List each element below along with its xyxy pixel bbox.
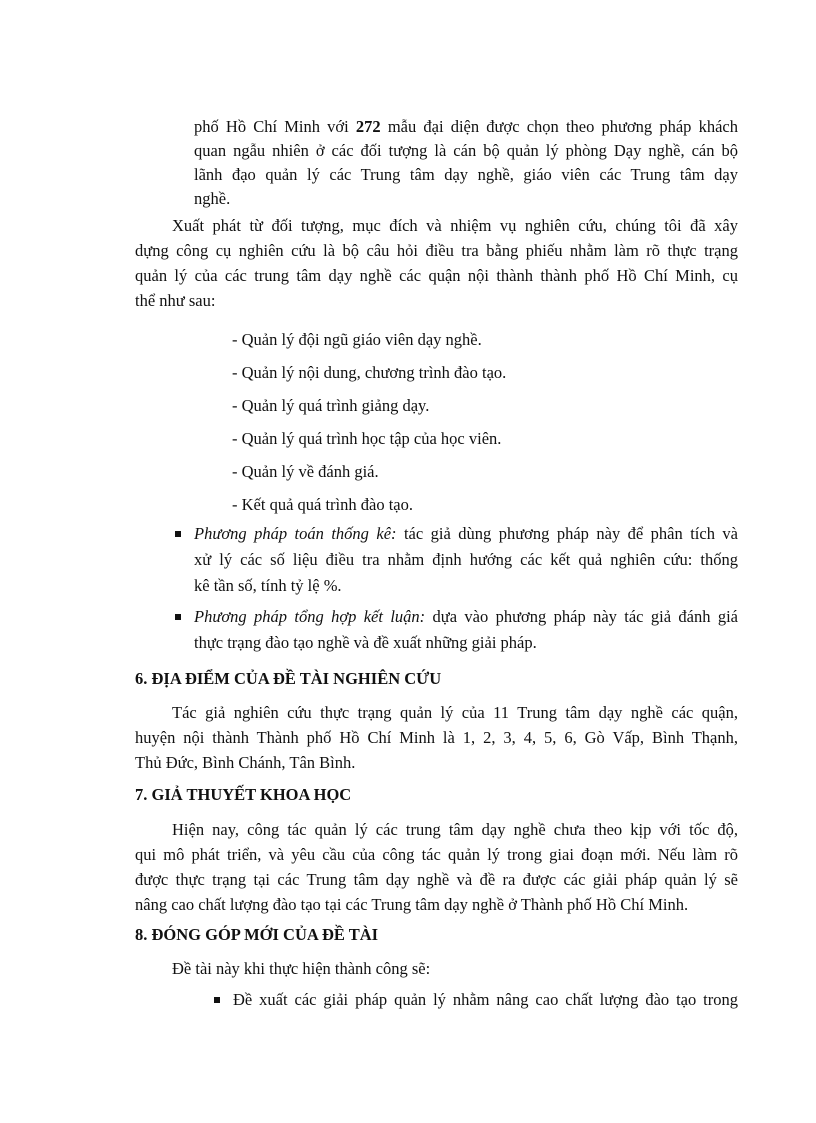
synthesis-label: Phương pháp tổng hợp kết luận: — [194, 607, 426, 626]
square-bullet-icon — [175, 531, 181, 537]
dash-item: - Kết quả quá trình đào tạo. — [232, 495, 413, 514]
sample-count: 272 — [355, 117, 381, 136]
section-8-intro: Đề tài này khi thực hiện thành công sẽ: — [172, 959, 431, 978]
dash-item: - Quản lý về đánh giá. — [232, 462, 379, 481]
intro-text: phố Hồ Chí Minh với — [194, 117, 356, 136]
section-7-line-4: nâng cao chất lượng đào tạo tại các Trung tâm dạy nghề ở Thành phố Hồ Chí Minh. — [135, 895, 689, 914]
square-bullet-icon — [214, 997, 220, 1003]
section-8-heading: 8. ĐÓNG GÓP MỚI CỦA ĐỀ TÀI — [135, 925, 379, 944]
square-bullet-icon — [175, 614, 181, 620]
section-7-heading: 7. GIẢ THUYẾT KHOA HỌC — [135, 785, 352, 804]
intro-line-2: quan ngẫu nhiên ở các đối tượng là cán bộ quản lý phòng Dạy nghề, cán bộ — [194, 141, 738, 160]
tools-line-3: quản lý của các trung tâm dạy nghề các quận nội thành thành phố Hồ Chí Minh, cụ — [135, 266, 738, 285]
synthesis-text: dựa vào phương pháp này tác giả đánh giá — [425, 607, 738, 626]
tools-line-1: Xuất phát từ đối tượng, mục đích và nhiệm vụ nghiên cứu, chúng tôi đã xây — [172, 216, 738, 235]
stats-label: Phương pháp toán thống kê: — [194, 524, 397, 543]
synthesis-line-2: thực trạng đào tạo nghề và đề xuất những giải pháp. — [194, 633, 537, 652]
tools-line-2: dựng công cụ nghiên cứu là bộ câu hỏi điều tra bằng phiếu nhằm làm rõ thực trạng — [135, 241, 738, 260]
section-6-heading: 6. ĐỊA ĐIỂM CỦA ĐỀ TÀI NGHIÊN CỨU — [135, 669, 442, 688]
section-7-line-3: được thực trạng tại các Trung tâm dạy nghề và đề ra được các giải pháp quản lý sẽ — [135, 870, 738, 889]
stats-line-1 — [194, 524, 738, 544]
section-6-line-2: huyện nội thành Thành phố Hồ Chí Minh là 1, 2, 3, 4, 5, 6, Gò Vấp, Bình Thạnh, — [135, 728, 738, 747]
intro-line-3: lãnh đạo quản lý các Trung tâm dạy nghề, giáo viên các Trung tâm dạy — [194, 165, 738, 184]
intro-text: mẫu đại diện được chọn theo phương pháp khách — [380, 117, 738, 136]
stats-line-2: xử lý các số liệu điều tra nhằm định hướng các kết quả nghiên cứu: thống — [194, 550, 738, 569]
dash-item: - Quản lý quá trình học tập của học viên. — [232, 429, 502, 448]
section-7-line-1: Hiện nay, công tác quản lý các trung tâm dạy nghề chưa theo kịp với tốc độ, — [172, 820, 738, 839]
stats-text: tác giả dùng phương pháp này để phân tích và — [396, 524, 738, 543]
tools-line-4: thể như sau: — [135, 291, 216, 310]
section-6-line-1: Tác giả nghiên cứu thực trạng quản lý của 11 Trung tâm dạy nghề các quận, — [172, 703, 738, 722]
section-8-bullet-1: Đề xuất các giải pháp quản lý nhằm nâng cao chất lượng đào tạo trong — [233, 990, 738, 1009]
section-7-line-2: qui mô phát triển, và yêu cầu của công tác quản lý trong giai đoạn mới. Nếu làm rõ — [135, 845, 738, 864]
intro-line-1 — [194, 117, 738, 137]
stats-line-3: kê tần số, tính tỷ lệ %. — [194, 576, 342, 595]
dash-item: - Quản lý quá trình giảng dạy. — [232, 396, 430, 415]
synthesis-line-1 — [194, 607, 738, 627]
section-6-line-3: Thủ Đức, Bình Chánh, Tân Bình. — [135, 753, 356, 772]
dash-item: - Quản lý nội dung, chương trình đào tạo. — [232, 363, 507, 382]
intro-line-4: nghề. — [194, 189, 231, 208]
dash-item: - Quản lý đội ngũ giáo viên dạy nghề. — [232, 330, 482, 349]
